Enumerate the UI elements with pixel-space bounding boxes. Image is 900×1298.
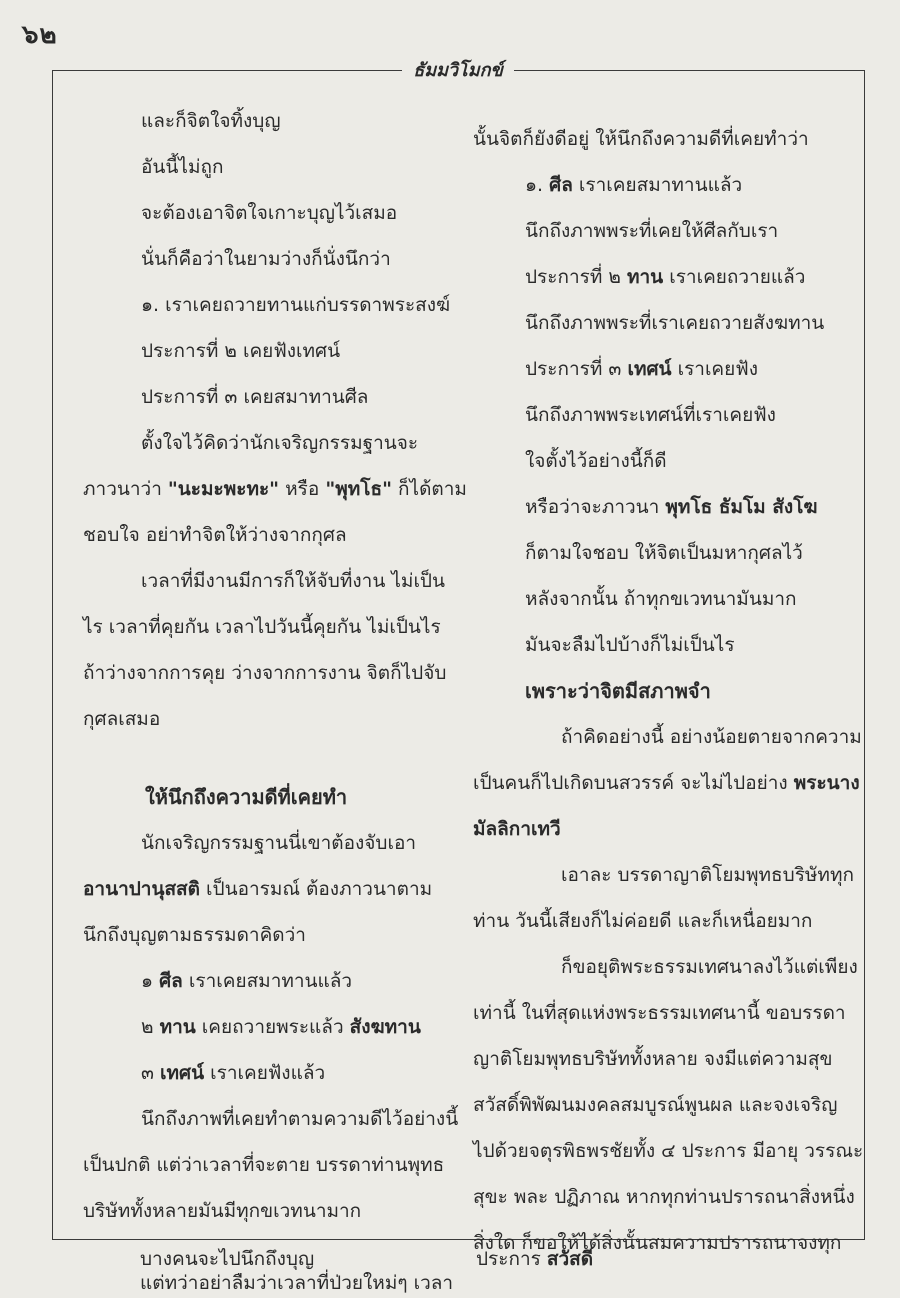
text-line	[473, 770, 860, 797]
text-line: นึกถึงบุญตามธรรมดาคิดว่า	[83, 924, 306, 946]
text-line	[476, 1244, 593, 1274]
text-line: จะต้องเอาจิตใจเกาะบุญไว้เสมอ	[141, 202, 398, 224]
text-line: ๑. เราเคยถวายทานแก่บรรดาพระสงฆ์	[141, 294, 451, 316]
text-line: ประการที่ ๓ เคยสมาทานศีล	[141, 386, 369, 408]
mantra-buddho: "พุทโธ"	[325, 478, 392, 500]
text-line: มัลลิกาเทวี	[473, 818, 561, 840]
text-line: อันนี้ไม่ถูก	[141, 156, 224, 178]
text-run: ๒	[141, 1016, 160, 1038]
text-run: เราเคยสมาทานแล้ว	[572, 174, 743, 196]
text-line: สวัสดิ์พิพัฒนมงคลสมบูรณ์พูนผล และจงเจริญ	[473, 1094, 838, 1116]
text-run: เราเคยฟังแล้ว	[204, 1062, 326, 1084]
text-run: เราเคยฟัง	[671, 358, 759, 380]
text-line: ไปด้วยจตุรพิธพรชัยทั้ง ๔ ประการ มีอายุ วรรณะ	[473, 1140, 864, 1162]
term-dana: ทาน	[159, 1016, 196, 1038]
text-line: เท่านี้ ในที่สุดแห่งพระธรรมเทศนานี้ ขอบรรดา	[473, 1002, 846, 1024]
text-line	[525, 356, 758, 383]
term-sermon: เทศน์	[627, 358, 672, 380]
text-run: ๑	[141, 970, 160, 992]
text-line: ตั้งใจไว้คิดว่านักเจริญกรรมฐานจะ	[141, 432, 419, 454]
text-run: ๑.	[525, 174, 550, 196]
term-sila: ศีล	[159, 970, 183, 992]
text-line	[141, 1060, 325, 1087]
text-line: สิ่งใด ก็ขอให้ได้สิ่งนั้นสมความปรารถนาจงทุก	[473, 1232, 842, 1254]
text-line: ไร เวลาที่คุยกัน เวลาไปวันนี้คุยกัน ไม่เป็นไร	[83, 616, 441, 638]
text-line: นึกถึงภาพที่เคยทำตามความดีไว้อย่างนี้	[141, 1108, 459, 1130]
page-frame	[52, 70, 865, 1254]
text-line: นึกถึงภาพพระที่เคยให้ศีลกับเรา	[525, 220, 779, 242]
text-line	[525, 494, 818, 521]
text-line: นึกถึงภาพพระเทศน์ที่เราเคยฟัง	[525, 404, 776, 426]
closing-blessing: สวัสดี	[546, 1248, 594, 1270]
section-heading: ให้นึกถึงความดีที่เคยทำ	[145, 785, 348, 809]
text-line: ชอบใจ อย่าทำจิตให้ว่างจากกุศล	[83, 524, 347, 546]
text-run: ประการที่ ๓	[525, 358, 628, 380]
text-line: นึกถึงภาพพระที่เราเคยถวายสังฆทาน	[525, 312, 825, 334]
running-title: ธัมมวิโมกข์	[413, 60, 503, 81]
text-line: แต่ทว่าอย่าลืมว่าเวลาที่ป่วยใหม่ๆ เวลา	[140, 1272, 454, 1294]
text-line: ก็ขอยุติพระธรรมเทศนาลงไว้แต่เพียง	[561, 956, 858, 978]
text-line: หลังจากนั้น ถ้าทุกขเวทนามันมาก	[525, 588, 797, 610]
text-line: และก็จิตใจทิ้งบุญ	[141, 110, 281, 132]
text-run: เป็นคนก็ไปเกิดบนสวรรค์ จะไม่ไปอย่าง	[473, 772, 794, 794]
text-run: ประการที่ ๒	[525, 266, 627, 288]
text-line	[83, 876, 432, 903]
text-line	[525, 264, 805, 291]
text-line	[83, 476, 467, 503]
text-run: หรือว่าจะภาวนา	[525, 496, 666, 518]
term-triple-gem: พุทโธ ธัมโม สังโฆ	[665, 496, 818, 518]
term-anapanasati: อานาปานุสสติ	[83, 878, 200, 900]
term-sila: ศีล	[549, 174, 573, 196]
text-line: นักเจริญกรรมฐานนี่เขาต้องจับเอา	[141, 832, 417, 854]
text-line: บางคนจะไปนึกถึงบุญ	[140, 1248, 315, 1270]
mantra-namapatha: "นะมะพะทะ"	[167, 478, 280, 500]
text-line: ถ้าว่างจากการคุย ว่างจากการงาน จิตก็ไปจับ	[83, 662, 447, 684]
text-line	[141, 1014, 421, 1041]
term-sanghadana: สังฆทาน	[349, 1016, 421, 1038]
page-number: ๖๒	[22, 20, 58, 50]
text-line: เวลาที่มีงานมีการก็ให้จับที่งาน ไม่เป็น	[141, 570, 445, 592]
text-line: มันจะลืมไปบ้างก็ไม่เป็นไร	[525, 634, 735, 656]
text-line: บริษัททั้งหลายมันมีทุกขเวทนามาก	[83, 1200, 362, 1222]
text-line: นั่นก็คือว่าในยามว่างก็นั่งนึกว่า	[141, 248, 391, 270]
text-run: หรือ	[279, 478, 326, 500]
term-dana: ทาน	[626, 266, 664, 288]
text-line: ญาติโยมพุทธบริษัททั้งหลาย จงมีแต่ความสุข	[473, 1048, 833, 1070]
term-sermon: เทศน์	[160, 1062, 205, 1084]
text-line: เอาละ บรรดาญาติโยมพุทธบริษัททุก	[561, 864, 854, 886]
text-run: ภาวนาว่า	[83, 478, 168, 500]
text-line: ถ้าคิดอย่างนี้ อย่างน้อยตายจากความ	[561, 726, 862, 748]
text-line: สุขะ พละ ปฏิภาณ หากทุกท่านปรารถนาสิ่งหนึ่ง	[473, 1186, 855, 1208]
text-run: เราเคยสมาทานแล้ว	[182, 970, 353, 992]
text-run: เราเคยถวายแล้ว	[663, 266, 806, 288]
text-line: กุศลเสมอ	[83, 708, 161, 730]
text-run: เคยถวายพระแล้ว	[195, 1016, 350, 1038]
text-line	[141, 968, 352, 995]
text-run: เป็นอารมณ์ ต้องภาวนาตาม	[200, 878, 433, 900]
text-run: ๓	[141, 1062, 161, 1084]
text-run: ประการ	[476, 1248, 547, 1270]
text-line: ก็ตามใจชอบ ให้จิตเป็นมหากุศลไว้	[525, 542, 803, 564]
text-line: นั้นจิตก็ยังดีอยู่ ให้นึกถึงความดีที่เคยทำว่า	[473, 128, 809, 150]
text-line	[525, 172, 742, 199]
term-queen: พระนาง	[793, 772, 860, 794]
text-line: ประการที่ ๒ เคยฟังเทศน์	[141, 340, 341, 362]
text-line: เป็นปกติ แต่ว่าเวลาที่จะตาย บรรดาท่านพุทธ	[83, 1154, 445, 1176]
text-line: ใจตั้งไว้อย่างนี้ก็ดี	[525, 450, 667, 472]
text-run: ก็ได้ตาม	[391, 478, 467, 500]
text-line: ท่าน วันนี้เสียงก็ไม่ค่อยดี และก็เหนื่อยมาก	[473, 910, 813, 932]
section-heading: เพราะว่าจิตมีสภาพจำ	[525, 679, 711, 703]
